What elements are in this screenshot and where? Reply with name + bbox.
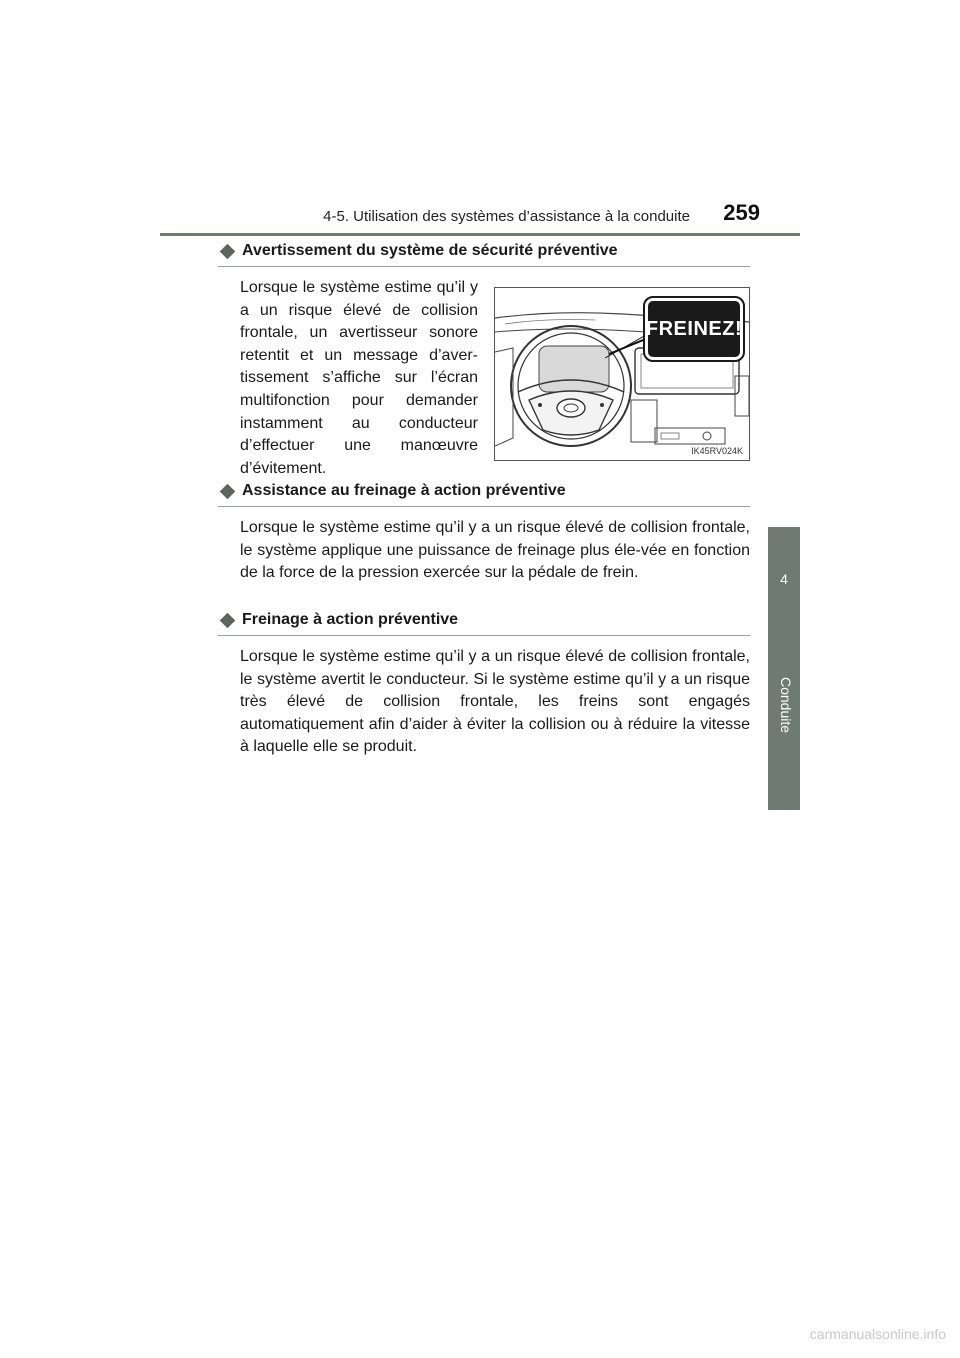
section-heading [218,482,750,507]
section-title: Freinage à action préventive [242,611,459,628]
diamond-bullet-icon [220,243,236,259]
chapter-title: 4-5. Utilisation des systèmes d’assistance à la conduite [323,208,690,225]
figure-code: IK45RV024K [691,446,743,456]
chapter-label: Conduite [778,677,794,734]
header-rule [160,233,800,236]
section-heading [218,611,750,636]
chapter-side-tab [768,527,800,810]
diamond-bullet-icon [220,612,236,628]
section-body: Lorsque le système estime qu’il y a un risque élevé de collision frontale, un avertisseur sonore retentit et un message d’aver-tissement s’affiche sur l’écran multifonction pour demander instamment au conducteur d’effectuer une manœuvre d’évitement. [240,279,478,477]
freinez-warning-message: FREINEZ! [645,298,743,360]
watermark: carmanualsonline.info [809,1326,946,1342]
section-warning [218,242,750,480]
section-body: Lorsque le système estime qu’il y a un risque élevé de collision frontale, le système applique une puissance de freinage plus éle-vée en fonction de la force de la pression exercée sur la pédale de frein. [240,519,750,582]
page-header [160,200,800,240]
section-title: Assistance au freinage à action préventive [242,482,566,499]
section-heading [218,242,750,267]
section-preventive-braking [218,611,750,759]
diamond-bullet-icon [220,483,236,499]
dashboard-illustration [494,287,750,461]
chapter-number: 4 [780,571,788,587]
section-title: Avertissement du système de sécurité préventive [242,242,618,259]
section-body: Lorsque le système estime qu’il y a un risque élevé de collision frontale, le système avertit le conducteur. Si le système estime qu’il y a un risque très élevé de collision frontale, les freins sont engagés automatiquement afin d’aider à éviter la collision ou à réduire la vitesse à laquelle elle se produit. [240,648,750,756]
page-number: 259 [723,200,760,225]
section-brake-assist [218,482,750,585]
